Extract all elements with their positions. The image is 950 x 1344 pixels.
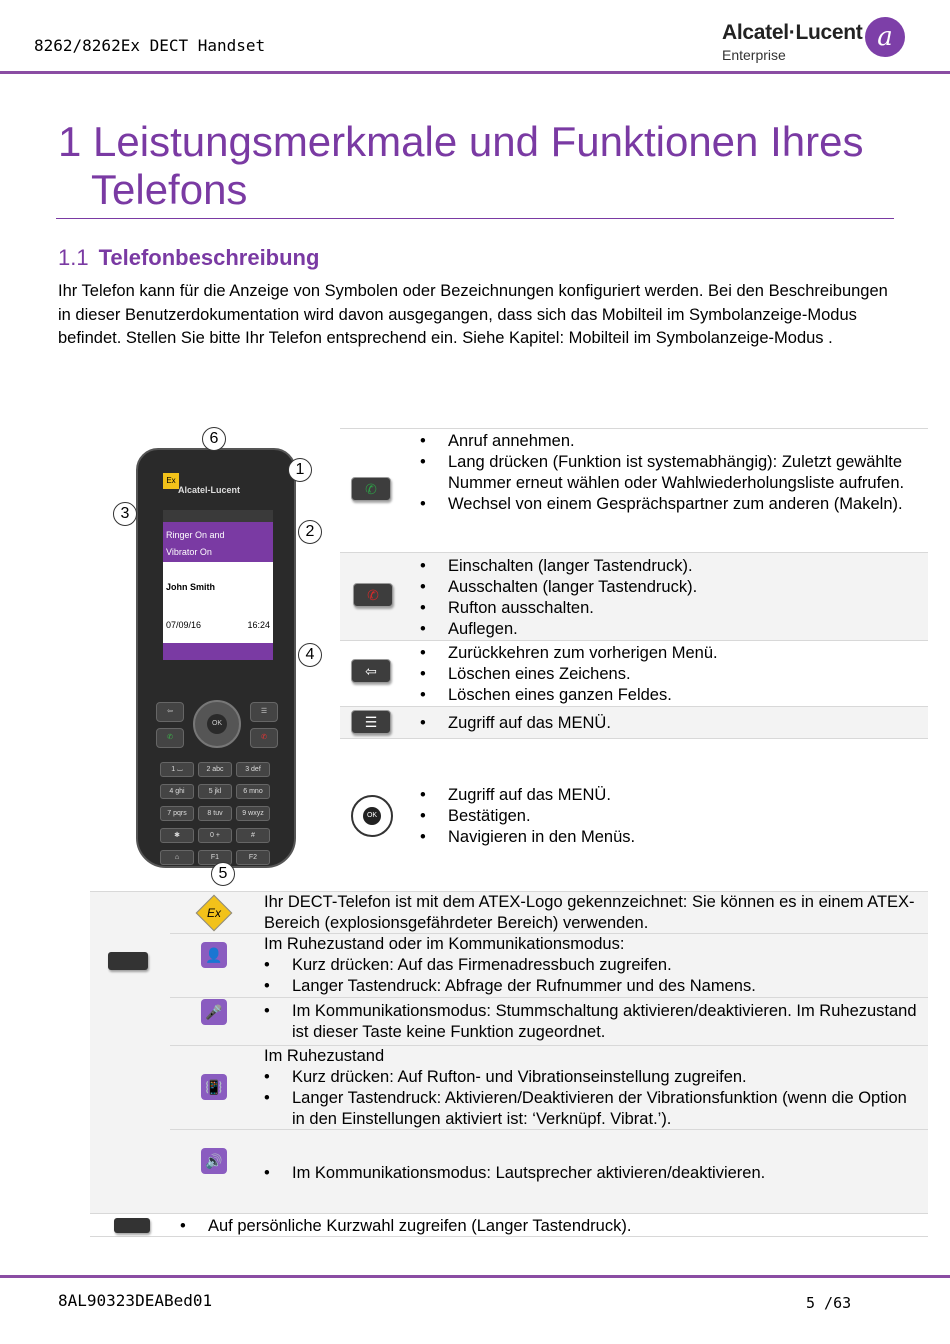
brand-name: Alcatel·Lucent (722, 21, 863, 44)
screen-time: 16:24 (247, 620, 270, 630)
green-key-icon: ✆ (351, 477, 391, 501)
list-item: • Kurz drücken: Auf das Firmenadressbuch zugreifen. (264, 955, 924, 976)
brand-logo (722, 17, 912, 67)
brand-sub: Enterprise (722, 47, 786, 63)
vibration-text (264, 1046, 924, 1130)
contacts-text (264, 934, 924, 997)
status-bar (163, 510, 273, 522)
keypad-key: 8 tuv (198, 806, 232, 821)
list-item: • Ausschalten (langer Tastendruck). (420, 577, 697, 598)
list-item: • Lang drücken (Funktion ist systemabhängig): Zuletzt gewählte Nummer erneut wählen oder Wahlwiederholungsliste aufrufen. (420, 452, 928, 494)
ringer-line2: Vibrator On (166, 547, 212, 557)
list-item: • Einschalten (langer Tastendruck). (420, 556, 697, 577)
green-key-list (420, 431, 928, 515)
list-item: • Zurückkehren zum vorherigen Menü. (420, 643, 718, 664)
atex-text: Ihr DECT-Telefon ist mit dem ATEX-Logo gekennzeichnet: Sie können es in einem ATEX-Bereich (explosionsgefährdeter Bereich) verwenden. (264, 893, 915, 932)
list-item: • Zugriff auf das MENÜ. (420, 713, 611, 734)
atex-icon-label: Ex (206, 906, 221, 920)
speaker-icon: 🔊 (201, 1148, 227, 1174)
nav-ok-label: OK (363, 807, 381, 825)
row-contacts (170, 933, 928, 997)
callout-4: 4 (298, 643, 322, 667)
page-number: 5 /63 (806, 1294, 852, 1312)
keypad-key: 2 abc (198, 762, 232, 777)
list-item: • Auf persönliche Kurzwahl zugreifen (Langer Tastendruck). (180, 1216, 631, 1237)
row-green-key (340, 428, 928, 552)
row-speaker (170, 1129, 928, 1213)
document-reference: 8AL90323DEABed01 (58, 1291, 213, 1310)
keypad-key: 7 pqrs (160, 806, 194, 821)
vibration-list (264, 1067, 924, 1130)
list-item: • Bestätigen. (420, 806, 635, 827)
list-item: • Rufton ausschalten. (420, 598, 697, 619)
handset-logo: Alcatel-Lucent (178, 485, 241, 495)
side-key-icon (108, 952, 148, 970)
back-key-list (420, 643, 718, 706)
keypad-key: 4 ghi (160, 784, 194, 799)
callout-2: 2 (298, 520, 322, 544)
chapter-title-line2: Telefons (91, 166, 248, 213)
contacts-list (264, 955, 924, 997)
keypad-key: 1 ⌴ (160, 762, 194, 777)
speaker-list (264, 1163, 924, 1184)
keypad-key: F2 (236, 850, 270, 865)
keypad-key: F1 (198, 850, 232, 865)
mute-list (264, 1001, 924, 1043)
nav-key-list (420, 785, 635, 848)
keypad-key: ✱ (160, 828, 194, 843)
row-atex (90, 891, 928, 933)
back-key-icon: ⇦ (351, 659, 391, 683)
atex-icon (196, 895, 233, 932)
nav-key-icon (351, 795, 393, 837)
footer-rule (0, 1275, 950, 1278)
row-menu-key (340, 706, 928, 738)
row-red-key (340, 552, 928, 640)
keypad-key: 0 + (198, 828, 232, 843)
phone-back-key-icon: ⇦ (156, 702, 184, 722)
header-rule (0, 71, 950, 74)
row-nav-key (340, 738, 928, 868)
phone-nav-key-icon (193, 700, 241, 748)
list-item: • Löschen eines Zeichens. (420, 664, 718, 685)
row-back-key (340, 640, 928, 706)
phone-ok-key: OK (207, 714, 227, 734)
handset-illustration (136, 448, 296, 868)
ringer-status (163, 522, 273, 562)
contacts-icon: 👤 (201, 942, 227, 968)
brand-mark-icon: a (865, 17, 905, 57)
document-title: 8262/8262Ex DECT Handset (34, 36, 266, 55)
star-key-icon (114, 1218, 150, 1233)
list-item: • Im Kommunikationsmodus: Lautsprecher aktivieren/deaktivieren. (264, 1163, 924, 1184)
list-item: • Zugriff auf das MENÜ. (420, 785, 635, 806)
keypad-key: 9 wxyz (236, 806, 270, 821)
chapter-title (58, 118, 918, 214)
idle-intro: Im Ruhezustand (264, 1047, 385, 1065)
handset-screen (163, 510, 273, 660)
phone-menu-key-icon: ☰ (250, 702, 278, 722)
caller-name: John Smith (166, 582, 215, 592)
contacts-intro: Im Ruhezustand oder im Kommunikationsmodus: (264, 935, 625, 953)
ringer-line1: Ringer On and (166, 530, 225, 540)
keypad-key: 5 jkl (198, 784, 232, 799)
menu-key-icon: ☰ (351, 710, 391, 734)
row-mute (170, 997, 928, 1045)
list-item: • Im Kommunikationsmodus: Stummschaltung aktivieren/deaktivieren. Im Ruhezustand ist dieser Taste keine Funktion zugeordnet. (264, 1001, 924, 1043)
row-vibration (170, 1045, 928, 1129)
red-key-icon: ✆ (353, 583, 393, 607)
section-heading (58, 245, 319, 271)
section-title: Telefonbeschreibung (98, 245, 320, 270)
phone-green-key-icon: ✆ (156, 728, 184, 748)
softkey-bar (163, 643, 273, 660)
list-item: • Langer Tastendruck: Abfrage der Rufnummer und des Namens. (264, 976, 924, 997)
list-item: • Wechsel von einem Gesprächspartner zum anderen (Makeln). (420, 494, 928, 515)
list-item: • Kurz drücken: Auf Rufton- und Vibrationseinstellung zugreifen. (264, 1067, 924, 1088)
star-key-list (180, 1216, 631, 1237)
phone-keypad (158, 758, 278, 868)
screen-date: 07/09/16 (166, 620, 202, 630)
section-number: 1.1 (58, 245, 89, 270)
mute-icon: 🎤 (201, 999, 227, 1025)
red-key-list (420, 556, 697, 640)
list-item: • Navigieren in den Menüs. (420, 827, 635, 848)
keypad-key: 6 mno (236, 784, 270, 799)
list-item: • Anruf annehmen. (420, 431, 928, 452)
list-item: • Löschen eines ganzen Feldes. (420, 685, 718, 706)
phone-red-key-icon: ✆ (250, 728, 278, 748)
list-item: • Langer Tastendruck: Aktivieren/Deaktivieren der Vibrationsfunktion (wenn die Option in den Einstellungen aktiviert ist: ‘Verknüpf. Vibrat.’). (264, 1088, 924, 1130)
callout-1: 1 (288, 458, 312, 482)
chapter-rule (56, 218, 894, 219)
callout-3: 3 (113, 502, 137, 526)
chapter-title-line1: 1 Leistungsmerkmale und Funktionen Ihres (58, 118, 864, 165)
keypad-key: ⌂ (160, 850, 194, 865)
callout-6: 6 (202, 427, 226, 451)
menu-key-list (420, 713, 611, 734)
list-item: • Auflegen. (420, 619, 697, 640)
keypad-key: 3 def (236, 762, 270, 777)
row-star-key (90, 1213, 928, 1237)
atex-badge-icon: Ex (163, 473, 179, 489)
section-intro: Ihr Telefon kann für die Anzeige von Symbolen oder Bezeichnungen konfiguriert werden. Bei den Beschreibungen in dieser Benutzerdokumentation wird davon ausgegangen, dass sich das Mobilteil im Symbolanzeige-Modus befindet. Stellen Sie bitte Ihr Telefon entsprechend ein. Siehe Kapitel: Mobilteil im Symbolanzeige-Modus . (58, 282, 888, 347)
callout-5: 5 (211, 862, 235, 886)
vibration-icon: 📳 (201, 1074, 227, 1100)
keypad-key: # (236, 828, 270, 843)
